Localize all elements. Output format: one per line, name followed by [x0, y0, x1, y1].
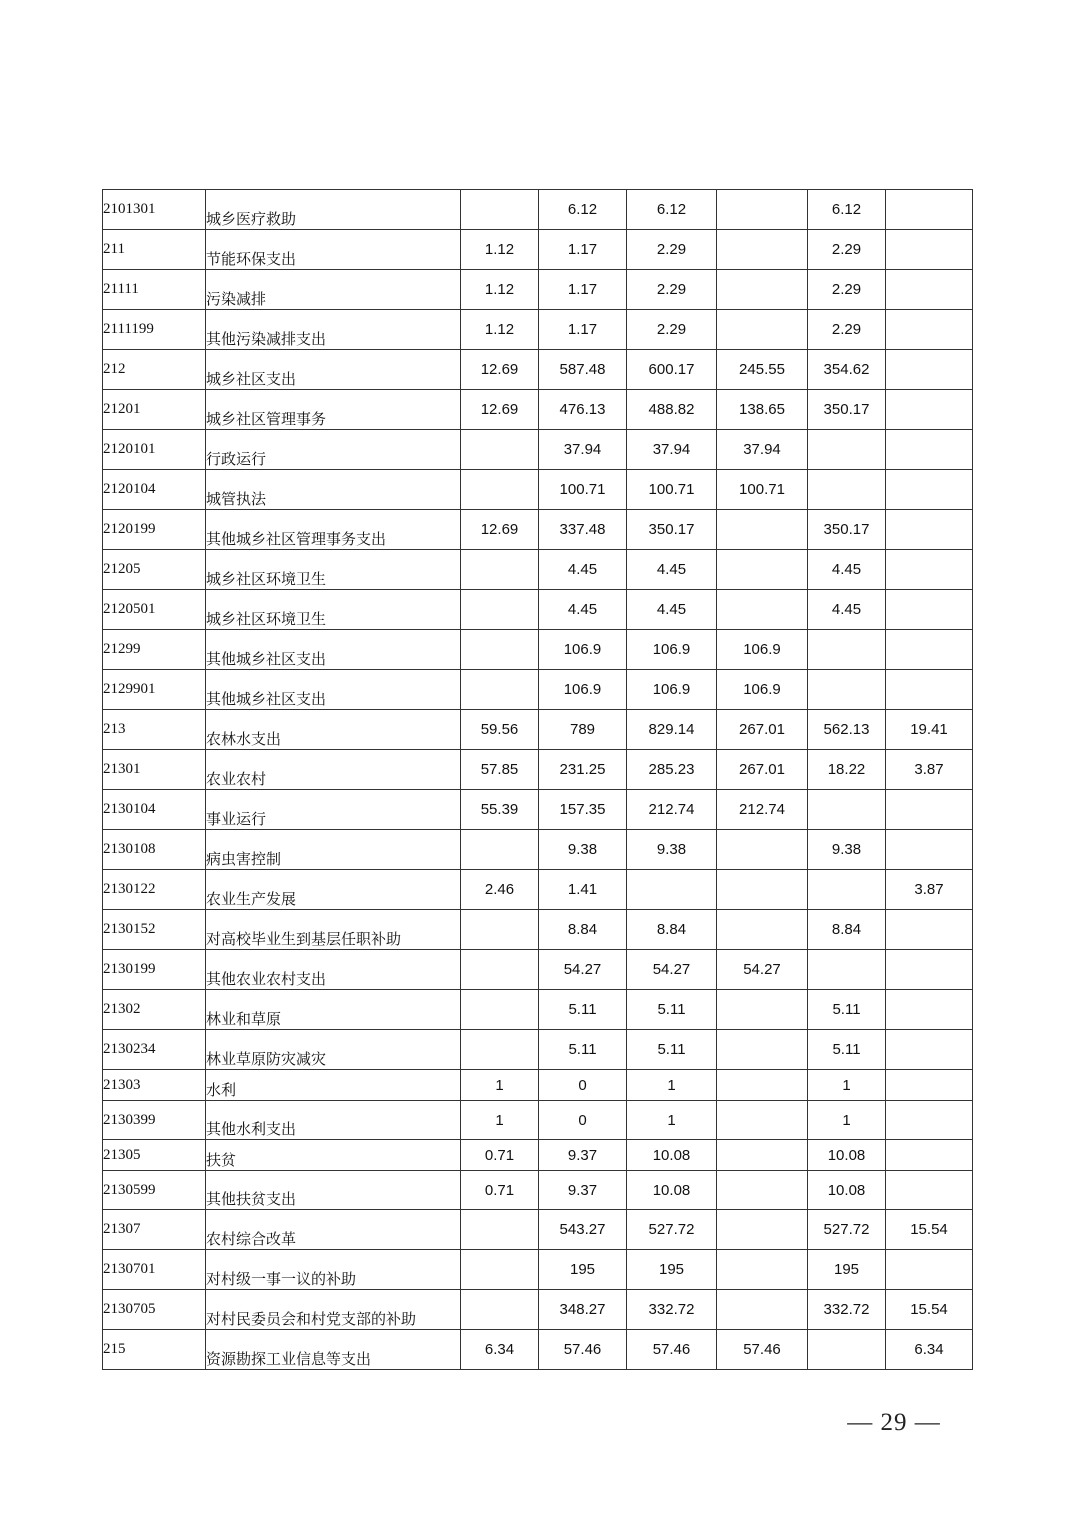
table-row	[103, 950, 973, 990]
table-row	[103, 1171, 973, 1210]
cell-value: 476.13	[539, 390, 627, 430]
cell-value	[717, 1101, 808, 1140]
cell-value: 37.94	[627, 430, 717, 470]
cell-code: 212	[103, 350, 206, 390]
cell-value: 100.71	[627, 470, 717, 510]
cell-value: 2.46	[461, 870, 539, 910]
cell-subject: 城管执法	[206, 470, 461, 510]
cell-code: 21299	[103, 630, 206, 670]
cell-value	[717, 870, 808, 910]
cell-value	[886, 190, 973, 230]
cell-value	[886, 470, 973, 510]
cell-value: 350.17	[808, 390, 886, 430]
cell-subject: 扶贫	[206, 1140, 461, 1171]
cell-subject: 行政运行	[206, 430, 461, 470]
cell-value: 55.39	[461, 790, 539, 830]
cell-value: 59.56	[461, 710, 539, 750]
cell-value	[461, 1210, 539, 1250]
cell-value	[808, 790, 886, 830]
cell-value: 1.12	[461, 230, 539, 270]
cell-value: 2.29	[808, 270, 886, 310]
cell-code: 21303	[103, 1070, 206, 1101]
cell-value: 829.14	[627, 710, 717, 750]
cell-value	[461, 950, 539, 990]
cell-subject: 其他城乡社区支出	[206, 670, 461, 710]
table-row	[103, 190, 973, 230]
cell-value: 0.71	[461, 1171, 539, 1210]
cell-value: 15.54	[886, 1210, 973, 1250]
cell-value	[461, 910, 539, 950]
cell-subject: 农村综合改革	[206, 1210, 461, 1250]
cell-value	[886, 1030, 973, 1070]
cell-value: 1.41	[539, 870, 627, 910]
cell-code: 2130122	[103, 870, 206, 910]
cell-value	[808, 630, 886, 670]
cell-value: 57.46	[539, 1330, 627, 1370]
cell-value	[461, 630, 539, 670]
cell-value: 1.17	[539, 230, 627, 270]
cell-code: 2130705	[103, 1290, 206, 1330]
cell-subject: 资源勘探工业信息等支出	[206, 1330, 461, 1370]
cell-value	[886, 390, 973, 430]
table-row	[103, 1101, 973, 1140]
cell-value	[808, 870, 886, 910]
table-row	[103, 1210, 973, 1250]
cell-value	[461, 430, 539, 470]
cell-value: 587.48	[539, 350, 627, 390]
cell-code: 21201	[103, 390, 206, 430]
cell-value: 332.72	[627, 1290, 717, 1330]
cell-value	[461, 190, 539, 230]
cell-subject: 林业草原防灾减灾	[206, 1030, 461, 1070]
cell-value	[461, 1030, 539, 1070]
cell-value: 54.27	[539, 950, 627, 990]
cell-value	[717, 1210, 808, 1250]
cell-code: 2130234	[103, 1030, 206, 1070]
cell-value: 354.62	[808, 350, 886, 390]
table-row	[103, 710, 973, 750]
cell-subject: 林业和草原	[206, 990, 461, 1030]
cell-code: 2130152	[103, 910, 206, 950]
cell-value: 6.34	[461, 1330, 539, 1370]
cell-value: 9.37	[539, 1140, 627, 1171]
table-row	[103, 350, 973, 390]
table-row	[103, 230, 973, 270]
cell-value	[886, 1250, 973, 1290]
cell-value	[717, 310, 808, 350]
cell-value: 8.84	[808, 910, 886, 950]
cell-value: 9.37	[539, 1171, 627, 1210]
table-body	[103, 190, 973, 1370]
cell-code: 2130199	[103, 950, 206, 990]
cell-value: 2.29	[808, 310, 886, 350]
cell-value	[886, 270, 973, 310]
cell-code: 2120199	[103, 510, 206, 550]
cell-value	[717, 230, 808, 270]
cell-value: 8.84	[627, 910, 717, 950]
cell-code: 2129901	[103, 670, 206, 710]
cell-code: 2130599	[103, 1171, 206, 1210]
cell-value	[886, 950, 973, 990]
cell-value	[717, 550, 808, 590]
cell-value: 231.25	[539, 750, 627, 790]
cell-subject: 农业农村	[206, 750, 461, 790]
table-row	[103, 390, 973, 430]
cell-value	[717, 1140, 808, 1171]
table-row	[103, 630, 973, 670]
cell-value	[717, 830, 808, 870]
cell-value	[461, 1250, 539, 1290]
cell-value	[886, 230, 973, 270]
cell-value	[461, 590, 539, 630]
table-row	[103, 270, 973, 310]
cell-value: 157.35	[539, 790, 627, 830]
cell-value: 10.08	[808, 1171, 886, 1210]
table-row	[103, 830, 973, 870]
table-row	[103, 790, 973, 830]
cell-value	[886, 830, 973, 870]
cell-value: 10.08	[627, 1171, 717, 1210]
cell-value: 4.45	[627, 550, 717, 590]
cell-code: 21302	[103, 990, 206, 1030]
cell-value: 332.72	[808, 1290, 886, 1330]
cell-value: 1.17	[539, 270, 627, 310]
cell-value: 2.29	[808, 230, 886, 270]
cell-subject: 污染减排	[206, 270, 461, 310]
cell-value: 5.11	[808, 990, 886, 1030]
table-row	[103, 1070, 973, 1101]
cell-value: 37.94	[717, 430, 808, 470]
cell-value	[461, 550, 539, 590]
cell-value: 245.55	[717, 350, 808, 390]
cell-value: 1.12	[461, 310, 539, 350]
cell-subject: 对村民委员会和村党支部的补助	[206, 1290, 461, 1330]
cell-value	[886, 1070, 973, 1101]
cell-value	[886, 310, 973, 350]
cell-value: 12.69	[461, 510, 539, 550]
cell-value: 4.45	[539, 590, 627, 630]
cell-value: 1	[627, 1070, 717, 1101]
cell-code: 2130701	[103, 1250, 206, 1290]
cell-value: 5.11	[627, 990, 717, 1030]
cell-subject: 其他污染减排支出	[206, 310, 461, 350]
cell-value	[808, 1330, 886, 1370]
cell-value: 6.34	[886, 1330, 973, 1370]
cell-value: 6.12	[539, 190, 627, 230]
cell-value: 57.46	[627, 1330, 717, 1370]
cell-value: 789	[539, 710, 627, 750]
cell-value: 10.08	[627, 1140, 717, 1171]
cell-subject: 城乡社区管理事务	[206, 390, 461, 430]
cell-value: 2.29	[627, 230, 717, 270]
cell-code: 2120104	[103, 470, 206, 510]
cell-value: 2.29	[627, 270, 717, 310]
cell-value: 9.38	[808, 830, 886, 870]
cell-code: 21305	[103, 1140, 206, 1171]
table-row	[103, 750, 973, 790]
cell-value	[717, 990, 808, 1030]
cell-value	[886, 510, 973, 550]
cell-value: 348.27	[539, 1290, 627, 1330]
cell-value: 562.13	[808, 710, 886, 750]
cell-value	[886, 590, 973, 630]
cell-value	[717, 590, 808, 630]
cell-value: 54.27	[627, 950, 717, 990]
cell-value	[717, 910, 808, 950]
cell-value	[886, 910, 973, 950]
cell-value: 0	[539, 1101, 627, 1140]
cell-value	[886, 350, 973, 390]
cell-value	[717, 1030, 808, 1070]
cell-value	[886, 550, 973, 590]
cell-value: 4.45	[627, 590, 717, 630]
cell-subject: 城乡社区环境卫生	[206, 590, 461, 630]
cell-value	[808, 430, 886, 470]
cell-value: 285.23	[627, 750, 717, 790]
cell-value: 10.08	[808, 1140, 886, 1171]
cell-value: 1	[808, 1070, 886, 1101]
cell-subject: 城乡社区环境卫生	[206, 550, 461, 590]
cell-value: 3.87	[886, 750, 973, 790]
cell-value	[627, 870, 717, 910]
cell-value	[461, 1290, 539, 1330]
table-row	[103, 910, 973, 950]
cell-subject: 对高校毕业生到基层任职补助	[206, 910, 461, 950]
cell-value	[717, 1250, 808, 1290]
cell-code: 2130399	[103, 1101, 206, 1140]
cell-value: 350.17	[627, 510, 717, 550]
cell-value	[717, 1171, 808, 1210]
cell-value	[461, 830, 539, 870]
cell-value: 106.9	[717, 630, 808, 670]
table-row	[103, 1140, 973, 1171]
cell-value: 543.27	[539, 1210, 627, 1250]
expenditure-table	[102, 189, 973, 1370]
cell-value: 15.54	[886, 1290, 973, 1330]
cell-value: 106.9	[539, 630, 627, 670]
cell-subject: 其他水利支出	[206, 1101, 461, 1140]
cell-code: 2120501	[103, 590, 206, 630]
cell-value: 195	[539, 1250, 627, 1290]
cell-value: 212.74	[627, 790, 717, 830]
cell-code: 2130104	[103, 790, 206, 830]
cell-value: 3.87	[886, 870, 973, 910]
cell-value: 195	[627, 1250, 717, 1290]
cell-value: 4.45	[808, 590, 886, 630]
cell-value: 12.69	[461, 350, 539, 390]
cell-value	[808, 950, 886, 990]
cell-subject: 农林水支出	[206, 710, 461, 750]
cell-value: 12.69	[461, 390, 539, 430]
cell-subject: 节能环保支出	[206, 230, 461, 270]
cell-value: 1.17	[539, 310, 627, 350]
cell-value	[886, 790, 973, 830]
cell-value: 9.38	[627, 830, 717, 870]
cell-value: 527.72	[808, 1210, 886, 1250]
table-row	[103, 870, 973, 910]
cell-value: 600.17	[627, 350, 717, 390]
cell-value: 5.11	[539, 990, 627, 1030]
cell-code: 2111199	[103, 310, 206, 350]
cell-code: 2130108	[103, 830, 206, 870]
cell-value: 1	[808, 1101, 886, 1140]
cell-value: 106.9	[627, 630, 717, 670]
cell-value	[886, 670, 973, 710]
cell-value: 4.45	[808, 550, 886, 590]
cell-value: 1	[461, 1101, 539, 1140]
table-row	[103, 470, 973, 510]
cell-subject: 其他城乡社区支出	[206, 630, 461, 670]
cell-value: 18.22	[808, 750, 886, 790]
cell-value: 100.71	[717, 470, 808, 510]
table-row	[103, 1330, 973, 1370]
cell-value	[886, 1171, 973, 1210]
cell-subject: 其他扶贫支出	[206, 1171, 461, 1210]
cell-subject: 城乡医疗救助	[206, 190, 461, 230]
cell-subject: 事业运行	[206, 790, 461, 830]
cell-code: 213	[103, 710, 206, 750]
cell-code: 2101301	[103, 190, 206, 230]
table-row	[103, 430, 973, 470]
cell-value: 0.71	[461, 1140, 539, 1171]
cell-value: 9.38	[539, 830, 627, 870]
cell-value	[886, 1140, 973, 1171]
cell-value: 5.11	[808, 1030, 886, 1070]
cell-value: 100.71	[539, 470, 627, 510]
cell-value	[886, 630, 973, 670]
cell-value: 2.29	[627, 310, 717, 350]
cell-value	[461, 990, 539, 1030]
cell-value: 1	[461, 1070, 539, 1101]
cell-value: 488.82	[627, 390, 717, 430]
cell-value	[717, 270, 808, 310]
cell-value	[461, 470, 539, 510]
cell-value: 195	[808, 1250, 886, 1290]
cell-value: 0	[539, 1070, 627, 1101]
cell-subject: 对村级一事一议的补助	[206, 1250, 461, 1290]
cell-value: 1.12	[461, 270, 539, 310]
cell-code: 21301	[103, 750, 206, 790]
cell-value: 106.9	[539, 670, 627, 710]
cell-value: 19.41	[886, 710, 973, 750]
cell-value	[886, 990, 973, 1030]
cell-value: 5.11	[627, 1030, 717, 1070]
cell-value	[808, 470, 886, 510]
table-row	[103, 1290, 973, 1330]
table-row	[103, 1030, 973, 1070]
table-row	[103, 990, 973, 1030]
cell-value: 267.01	[717, 750, 808, 790]
cell-value: 4.45	[539, 550, 627, 590]
cell-value: 1	[627, 1101, 717, 1140]
cell-code: 21307	[103, 1210, 206, 1250]
table-row	[103, 550, 973, 590]
cell-value: 8.84	[539, 910, 627, 950]
cell-value: 337.48	[539, 510, 627, 550]
page-number: — 29 —	[847, 1409, 941, 1436]
cell-value	[717, 1070, 808, 1101]
cell-value: 54.27	[717, 950, 808, 990]
cell-code: 2120101	[103, 430, 206, 470]
cell-value: 6.12	[627, 190, 717, 230]
table-row	[103, 510, 973, 550]
cell-value: 138.65	[717, 390, 808, 430]
cell-subject: 城乡社区支出	[206, 350, 461, 390]
cell-subject: 其他农业农村支出	[206, 950, 461, 990]
cell-value	[717, 510, 808, 550]
cell-value: 5.11	[539, 1030, 627, 1070]
table-row	[103, 590, 973, 630]
cell-value	[886, 430, 973, 470]
cell-value	[717, 1290, 808, 1330]
cell-subject: 其他城乡社区管理事务支出	[206, 510, 461, 550]
cell-value: 527.72	[627, 1210, 717, 1250]
cell-value: 267.01	[717, 710, 808, 750]
cell-code: 215	[103, 1330, 206, 1370]
cell-subject: 农业生产发展	[206, 870, 461, 910]
cell-value: 57.85	[461, 750, 539, 790]
cell-code: 21205	[103, 550, 206, 590]
cell-value	[886, 1101, 973, 1140]
cell-value: 350.17	[808, 510, 886, 550]
table-row	[103, 310, 973, 350]
table-row	[103, 670, 973, 710]
cell-value: 57.46	[717, 1330, 808, 1370]
cell-subject: 病虫害控制	[206, 830, 461, 870]
cell-value: 212.74	[717, 790, 808, 830]
cell-value: 106.9	[717, 670, 808, 710]
cell-code: 211	[103, 230, 206, 270]
table-row	[103, 1250, 973, 1290]
cell-value: 6.12	[808, 190, 886, 230]
cell-value	[461, 670, 539, 710]
cell-value: 106.9	[627, 670, 717, 710]
cell-value: 37.94	[539, 430, 627, 470]
cell-subject: 水利	[206, 1070, 461, 1101]
cell-code: 21111	[103, 270, 206, 310]
cell-value	[717, 190, 808, 230]
cell-value	[808, 670, 886, 710]
